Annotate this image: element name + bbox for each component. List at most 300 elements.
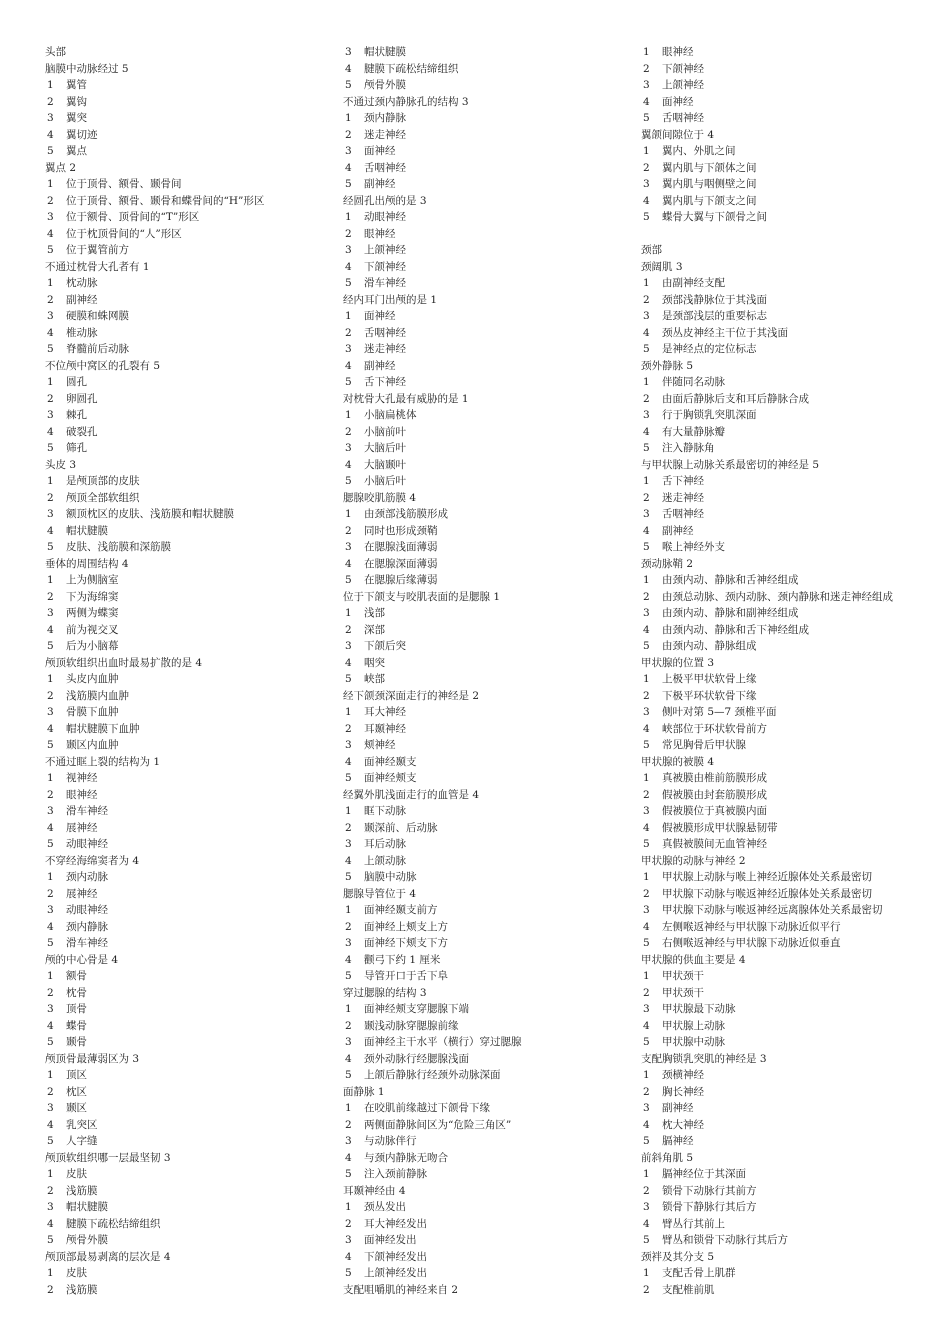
option-number: 2 (345, 920, 352, 933)
option-number: 1 (47, 277, 54, 289)
answer-option (641, 1001, 941, 1018)
option-number: 4 (643, 326, 650, 339)
answer-option (641, 919, 941, 936)
option-number: 4 (643, 524, 650, 537)
option-number: 5 (643, 1036, 650, 1048)
answer-option (45, 473, 335, 490)
answer-option (45, 1001, 335, 1018)
option-text: 面神经主干水平（横行）穿过腮腺 (364, 1036, 522, 1048)
answer-option (343, 902, 633, 919)
option-text: 导管开口于舌下阜 (364, 970, 448, 982)
option-text: 皮肤、浅筋膜和深筋膜 (66, 541, 171, 553)
answer-option (641, 1166, 941, 1183)
option-number: 2 (47, 194, 54, 207)
option-number: 5 (643, 343, 650, 355)
option-number: 5 (47, 937, 54, 949)
option-text: 颅顶全部软组织 (66, 491, 140, 504)
option-text: 两侧为蝶窦 (66, 607, 119, 619)
option-text: 顶区 (66, 1069, 87, 1081)
answer-option (45, 836, 335, 853)
option-number: 2 (345, 227, 352, 240)
answer-option (343, 869, 633, 886)
option-number: 4 (643, 194, 650, 207)
option-text: 颞区内血肿 (66, 739, 119, 751)
answer-option (45, 671, 335, 688)
answer-option (45, 490, 335, 507)
answer-option (343, 341, 633, 358)
question-title: 经圆孔出颅的是 3 (343, 194, 427, 207)
answer-option (641, 160, 941, 177)
option-text: 由颈总动脉、颈内动脉、颈内静脉和迷走神经组成 (662, 590, 893, 603)
option-text: 甲状腺下动脉与喉返神经近腺体处关系最密切 (662, 887, 872, 900)
answer-option (343, 209, 633, 226)
option-number: 3 (345, 838, 352, 850)
question-title: 颈袢及其分支 5 (641, 1250, 715, 1263)
option-text: 侧叶对第 5—7 颈椎平面 (662, 706, 777, 718)
question-title: 甲状腺的动脉与神经 2 (641, 854, 746, 867)
answer-option (45, 605, 335, 622)
option-number: 3 (345, 1234, 352, 1246)
option-text: 动眼神经 (364, 211, 406, 223)
option-number: 1 (643, 1168, 650, 1180)
answer-option (343, 407, 633, 424)
answer-option (641, 325, 941, 342)
answer-option (45, 275, 335, 292)
option-text: 下为海绵窦 (66, 590, 119, 603)
answer-option (641, 1232, 941, 1249)
option-number: 1 (47, 178, 54, 190)
option-text: 颧弓下约 1 厘米 (364, 953, 441, 966)
option-text: 头皮内血肿 (66, 673, 119, 685)
answer-option (45, 869, 335, 886)
option-number: 1 (643, 1267, 650, 1279)
option-text: 面神经 (364, 145, 396, 157)
option-number: 1 (345, 1102, 352, 1114)
question-title: 耳颞神经由 4 (343, 1184, 406, 1197)
option-text: 在咬肌前缘越过下颌骨下缘 (364, 1102, 490, 1114)
option-number: 5 (47, 442, 54, 454)
answer-option (343, 1166, 633, 1183)
answer-option (343, 737, 633, 754)
option-text: 上颌后静脉行经颈外动脉深面 (364, 1069, 501, 1081)
answer-option (343, 1150, 633, 1167)
answer-option (641, 292, 941, 309)
option-number: 2 (643, 1184, 650, 1197)
option-number: 4 (345, 656, 352, 669)
option-text: 面神经 (662, 95, 694, 108)
option-number: 1 (47, 673, 54, 685)
option-text: 两侧面静脉间区为“危险三角区” (364, 1118, 512, 1131)
answer-option (343, 1001, 633, 1018)
answer-option (45, 886, 335, 903)
answer-option (641, 61, 941, 78)
option-text: 上颌神经发出 (364, 1267, 427, 1279)
option-number: 1 (643, 871, 650, 883)
option-number: 1 (47, 772, 54, 784)
option-number: 5 (345, 475, 352, 487)
answer-option (641, 886, 941, 903)
option-number: 1 (643, 1069, 650, 1081)
answer-option (641, 490, 941, 507)
option-text: 人字缝 (66, 1135, 98, 1147)
answer-option (343, 556, 633, 573)
answer-option (641, 985, 941, 1002)
option-number: 5 (47, 640, 54, 652)
answer-option (641, 770, 941, 787)
option-number: 3 (47, 607, 54, 619)
option-text: 耳颞神经 (364, 722, 406, 735)
question-title: 头皮 3 (45, 458, 77, 471)
option-number: 1 (345, 904, 352, 916)
option-text: 位于顶骨、额骨、颞骨间 (66, 178, 182, 190)
option-number: 5 (47, 541, 54, 553)
question-title: 穿过腮腺的结构 3 (343, 986, 427, 999)
option-number: 2 (345, 425, 352, 438)
question-title: 经内耳门出颅的是 1 (343, 293, 438, 306)
answer-option (45, 143, 335, 160)
answer-option (343, 160, 633, 177)
answer-option (343, 935, 633, 952)
option-number: 4 (47, 524, 54, 537)
question-title: 腮腺导管位于 4 (343, 887, 417, 900)
option-number: 5 (47, 1234, 54, 1246)
option-text: 面神经颊支 (364, 772, 417, 784)
answer-option (343, 1199, 633, 1216)
option-number: 3 (643, 805, 650, 817)
option-number: 4 (345, 458, 352, 471)
answer-option (641, 572, 941, 589)
column-left (45, 44, 335, 1298)
option-number: 5 (47, 838, 54, 850)
option-number: 5 (47, 1036, 54, 1048)
answer-option (45, 539, 335, 556)
option-text: 峡部 (364, 673, 385, 685)
answer-option (641, 1282, 941, 1299)
question-title: 位于下颌支与咬肌表面的是腮腺 1 (343, 590, 501, 603)
option-number: 5 (345, 1267, 352, 1279)
option-number: 1 (47, 574, 54, 586)
answer-option (45, 770, 335, 787)
answer-option (343, 523, 633, 540)
option-text: 蝶骨 (66, 1019, 87, 1032)
option-number: 3 (47, 1201, 54, 1213)
answer-option (641, 1133, 941, 1150)
answer-option (45, 622, 335, 639)
option-text: 翼点 (66, 145, 87, 157)
option-text: 伴随同名动脉 (662, 376, 725, 388)
question-title: 面静脉 1 (343, 1085, 385, 1098)
answer-option (641, 77, 941, 94)
answer-option (343, 424, 633, 441)
option-number: 3 (643, 1003, 650, 1015)
option-number: 3 (345, 46, 352, 58)
option-number: 3 (643, 904, 650, 916)
question-title: 不通过眶上裂的结构为 1 (45, 755, 161, 768)
option-text: 颈内静脉 (364, 112, 406, 124)
answer-option (641, 374, 941, 391)
option-text: 颞深前、后动脉 (364, 821, 438, 834)
option-number: 3 (643, 79, 650, 91)
option-number: 4 (643, 425, 650, 438)
answer-option (45, 1265, 335, 1282)
answer-option (641, 737, 941, 754)
answer-option (343, 671, 633, 688)
option-text: 浅筋膜 (66, 1283, 98, 1296)
option-number: 1 (345, 211, 352, 223)
column-middle (343, 44, 633, 1298)
answer-option (45, 193, 335, 210)
option-text: 动眼神经 (66, 904, 108, 916)
option-number: 4 (643, 722, 650, 735)
answer-option (45, 803, 335, 820)
answer-option (45, 737, 335, 754)
option-text: 峡部位于环状软骨前方 (662, 722, 767, 735)
option-number: 4 (643, 1019, 650, 1032)
option-text: 椎动脉 (66, 326, 98, 339)
answer-option (45, 638, 335, 655)
answer-option (343, 473, 633, 490)
option-number: 2 (345, 1019, 352, 1032)
answer-option (641, 341, 941, 358)
answer-option (343, 308, 633, 325)
answer-option (45, 341, 335, 358)
question-title: 甲状腺的位置 3 (641, 656, 715, 669)
option-text: 视神经 (66, 772, 98, 784)
answer-option (641, 605, 941, 622)
option-text: 位于额骨、顶骨间的“T”形区 (66, 211, 200, 223)
option-number: 4 (345, 1151, 352, 1164)
option-number: 2 (47, 788, 54, 801)
question-title: 对枕骨大孔最有威胁的是 1 (343, 392, 469, 405)
option-number: 4 (345, 359, 352, 372)
answer-option (641, 1117, 941, 1134)
option-number: 1 (345, 112, 352, 124)
answer-option (343, 44, 633, 61)
answer-option (343, 358, 633, 375)
option-number: 4 (345, 953, 352, 966)
answer-option (45, 1133, 335, 1150)
option-number: 3 (643, 1201, 650, 1213)
option-text: 舌咽神经 (364, 161, 406, 174)
question-title: 翼点 2 (45, 161, 77, 174)
option-text: 真被膜由椎前筋膜形成 (662, 772, 767, 784)
answer-option (641, 803, 941, 820)
option-text: 颈内动脉 (66, 871, 108, 883)
answer-option (45, 1199, 335, 1216)
question-title: 经翼外肌浅面走行的血管是 4 (343, 788, 480, 801)
option-number: 3 (345, 739, 352, 751)
option-text: 锁骨下动脉行其前方 (662, 1184, 757, 1197)
option-number: 5 (345, 574, 352, 586)
answer-option (343, 572, 633, 589)
answer-option (343, 127, 633, 144)
option-text: 颈丛皮神经主干位于其浅面 (662, 326, 788, 339)
option-number: 2 (47, 1283, 54, 1296)
answer-option (343, 440, 633, 457)
option-text: 假被膜位于真被膜内面 (662, 805, 767, 817)
answer-option (641, 902, 941, 919)
answer-option (641, 1084, 941, 1101)
option-text: 臂丛行其前上 (662, 1217, 725, 1230)
answer-option (45, 424, 335, 441)
question-title: 支配咀嚼肌的神经来自 2 (343, 1283, 459, 1296)
option-number: 3 (345, 145, 352, 157)
answer-option (45, 94, 335, 111)
question-title: 颅顶软组织哪一层最坚韧 3 (45, 1151, 171, 1164)
option-text: 右侧喉返神经与甲状腺下动脉近似垂直 (662, 937, 841, 949)
question-title: 头部 (45, 46, 66, 58)
answer-option (641, 820, 941, 837)
option-text: 在腮腺浅面薄弱 (364, 541, 438, 553)
option-text: 颈横神经 (662, 1069, 704, 1081)
option-text: 翼钩 (66, 95, 87, 108)
option-number: 3 (345, 541, 352, 553)
answer-option (343, 1133, 633, 1150)
option-number: 1 (643, 145, 650, 157)
answer-option (641, 1216, 941, 1233)
option-number: 5 (643, 1234, 650, 1246)
answer-option (343, 1067, 633, 1084)
answer-option (45, 787, 335, 804)
answer-option (45, 704, 335, 721)
option-text: 下颌神经发出 (364, 1250, 427, 1263)
option-text: 颅骨外膜 (364, 79, 406, 91)
option-text: 颈丛发出 (364, 1201, 406, 1213)
question-title: 颅顶软组织出血时最易扩散的是 4 (45, 656, 203, 669)
option-text: 额顶枕区的皮肤、浅筋膜和帽状腱膜 (66, 508, 234, 520)
option-number: 1 (345, 805, 352, 817)
question-title: 颅顶骨最薄弱区为 3 (45, 1052, 140, 1065)
answer-option (343, 968, 633, 985)
option-text: 枕骨 (66, 986, 87, 999)
option-text: 硬膜和蛛网膜 (66, 310, 129, 322)
option-text: 是颈部浅层的重要标志 (662, 310, 767, 322)
option-text: 甲状颈干 (662, 970, 704, 982)
option-text: 舌下神经 (364, 376, 406, 388)
answer-option (641, 1018, 941, 1035)
option-text: 上为侧脑室 (66, 574, 119, 586)
option-text: 由颈内动、静脉和舌下神经组成 (662, 623, 809, 636)
answer-option (641, 539, 941, 556)
answer-option (641, 424, 941, 441)
option-number: 1 (345, 1201, 352, 1213)
option-text: 帽状腱膜下血肿 (66, 722, 140, 735)
option-text: 后为小脑幕 (66, 640, 119, 652)
question-title: 颈外静脉 5 (641, 359, 694, 372)
option-text: 左侧喉返神经与甲状腺下动脉近似平行 (662, 920, 841, 933)
answer-option (343, 820, 633, 837)
option-number: 3 (643, 508, 650, 520)
answer-option (45, 1166, 335, 1183)
option-text: 是神经点的定位标志 (662, 343, 757, 355)
option-number: 3 (47, 904, 54, 916)
option-number: 5 (47, 244, 54, 256)
option-number: 2 (345, 1118, 352, 1131)
answer-option (343, 622, 633, 639)
question-title: 不通过枕骨大孔者有 1 (45, 260, 150, 273)
option-text: 下极平环状软骨下缘 (662, 689, 757, 702)
option-text: 颅骨外膜 (66, 1234, 108, 1246)
option-number: 4 (345, 854, 352, 867)
option-number: 1 (643, 277, 650, 289)
option-number: 4 (47, 326, 54, 339)
option-number: 2 (47, 491, 54, 504)
answer-option (343, 110, 633, 127)
option-number: 4 (643, 1217, 650, 1230)
option-text: 眶下动脉 (364, 805, 406, 817)
answer-option (343, 952, 633, 969)
option-number: 1 (345, 706, 352, 718)
question-title: 脑膜中动脉经过 5 (45, 62, 129, 75)
option-text: 筛孔 (66, 442, 87, 454)
option-number: 2 (47, 1184, 54, 1197)
option-number: 4 (643, 95, 650, 108)
answer-option (343, 754, 633, 771)
option-text: 由面后静脉后支和耳后静脉合成 (662, 392, 809, 405)
option-text: 脑膜中动脉 (364, 871, 417, 883)
answer-option (343, 374, 633, 391)
option-number: 3 (47, 310, 54, 322)
option-number: 3 (643, 607, 650, 619)
answer-option (343, 836, 633, 853)
answer-option (641, 391, 941, 408)
answer-option (641, 1100, 941, 1117)
option-text: 上颌动脉 (364, 854, 406, 867)
answer-option (45, 935, 335, 952)
option-number: 5 (643, 541, 650, 553)
option-text: 帽状腱膜 (66, 1201, 108, 1213)
answer-option (641, 523, 941, 540)
answer-option (641, 473, 941, 490)
option-text: 位于枕顶骨间的“人”形区 (66, 227, 182, 240)
question-title: 与甲状腺上动脉关系最密切的神经是 5 (641, 458, 820, 471)
option-text: 腱膜下疏松结缔组织 (364, 62, 459, 75)
option-text: 颞浅动脉穿腮腺前缘 (364, 1019, 459, 1032)
option-text: 翼突 (66, 112, 87, 124)
option-number: 5 (643, 937, 650, 949)
option-number: 1 (47, 376, 54, 388)
option-number: 4 (47, 128, 54, 141)
option-number: 2 (643, 1283, 650, 1296)
option-text: 颈内静脉 (66, 920, 108, 933)
option-number: 3 (345, 1135, 352, 1147)
option-number: 2 (345, 722, 352, 735)
option-text: 大脑颞叶 (364, 458, 406, 471)
option-text: 位于翼管前方 (66, 244, 129, 256)
question-title: 支配胸锁乳突肌的神经是 3 (641, 1052, 767, 1065)
option-text: 帽状腱膜 (66, 524, 108, 537)
option-number: 5 (345, 673, 352, 685)
answer-option (343, 226, 633, 243)
option-number: 5 (47, 145, 54, 157)
option-number: 5 (643, 640, 650, 652)
answer-option (45, 209, 335, 226)
answer-option (45, 1282, 335, 1299)
option-number: 1 (47, 970, 54, 982)
option-text: 翼内肌与下颌支之间 (662, 194, 757, 207)
option-text: 与颈内静脉无吻合 (364, 1151, 448, 1164)
option-number: 4 (643, 920, 650, 933)
option-text: 颈外动脉行经腮腺浅面 (364, 1052, 469, 1065)
answer-option (641, 1265, 941, 1282)
answer-option (641, 209, 941, 226)
option-text: 上颌神经 (364, 244, 406, 256)
option-text: 颞骨 (66, 1036, 87, 1048)
option-number: 1 (47, 1168, 54, 1180)
option-number: 1 (643, 970, 650, 982)
answer-option (641, 1199, 941, 1216)
option-text: 小脑后叶 (364, 475, 406, 487)
